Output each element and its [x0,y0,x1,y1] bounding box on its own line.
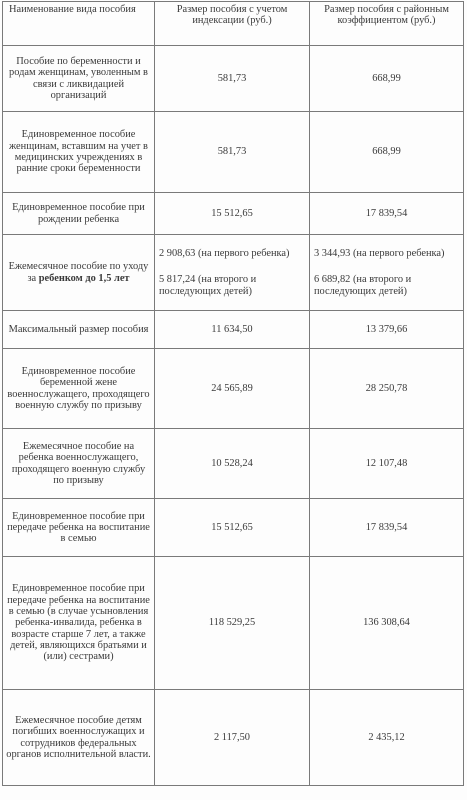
indexed-amount-cell [155,235,310,311]
header-indexed-amount: Размер пособия с учетом индексации (руб.) [155,2,310,46]
indexed-second-child: 5 817,24 (на второго и последующих детей) [159,274,257,297]
benefit-name-cell: Единовременное пособие женщинам, вставшим на учет в медицинских учреждениях в ранние сроки беременности [3,112,155,193]
header-regional-amount: Размер пособия с районным коэффициентом (руб.) [310,2,464,46]
indexed-amount-cell: 581,73 [155,112,310,193]
benefit-name-cell: Единовременное пособие при рождении ребенка [3,193,155,235]
table-row [3,193,464,235]
indexed-amount-cell: 24 565,89 [155,349,310,429]
regional-amount-cell: 668,99 [310,112,464,193]
regional-amount-cell: 13 379,66 [310,311,464,349]
indexed-amount-cell: 15 512,65 [155,193,310,235]
benefit-name-cell [3,235,155,311]
indexed-amount-cell: 11 634,50 [155,311,310,349]
table-row [3,429,464,499]
table-row [3,235,464,311]
indexed-amount-cell: 2 117,50 [155,690,310,786]
indexed-amount-cell: 581,73 [155,46,310,112]
benefit-name-cell: Ежемесячное пособие детям погибших военнослужащих и сотрудников федеральных органов исполнительной власти. [3,690,155,786]
table-row [3,499,464,557]
regional-amount-cell: 136 308,64 [310,557,464,690]
benefit-name-cell: Единовременное пособие при передаче ребенка на воспитание в семью [3,499,155,557]
regional-amount-cell: 17 839,54 [310,193,464,235]
table-row [3,690,464,786]
regional-amount-cell: 668,99 [310,46,464,112]
regional-amount-cell: 28 250,78 [310,349,464,429]
table-row [3,557,464,690]
regional-amount-cell: 12 107,48 [310,429,464,499]
table-row [3,311,464,349]
indexed-first-child: 2 908,63 (на первого ребенка) [159,248,290,260]
regional-amount-cell: 2 435,12 [310,690,464,786]
indexed-amount-cell: 15 512,65 [155,499,310,557]
table-row [3,349,464,429]
indexed-amount-cell: 118 529,25 [155,557,310,690]
benefit-name-emphasis: ребенком до 1,5 лет [38,272,130,284]
benefits-table [2,1,464,786]
regional-amount-cell: 17 839,54 [310,499,464,557]
benefit-name-cell: Единовременное пособие при передаче ребенка на воспитание в семью (в случае усыновления ребенка-инвалида, ребенка в возрасте старше 7 лет, а также детей, являющихся братьями и (или) сестрами) [3,557,155,690]
table-row [3,46,464,112]
regional-second-child: 6 689,82 (на второго и последующих детей) [314,274,412,297]
table-header-row [3,2,464,46]
benefit-name-cell: Максимальный размер пособия [3,311,155,349]
benefit-name-cell: Единовременное пособие беременной жене военнослужащего, проходящего военную службу по призыву [3,349,155,429]
regional-amount-cell [310,235,464,311]
regional-first-child: 3 344,93 (на первого ребенка) [314,248,445,260]
benefit-name-text: Ежемесячное пособие по уходу за [8,261,149,284]
table-row [3,112,464,193]
benefit-name-cell: Ежемесячное пособие на ребенка военнослужащего, проходящего военную службу по призыву [3,429,155,499]
header-benefit-name: Наименование вида пособия [3,2,155,46]
benefit-name-cell: Пособие по беременности и родам женщинам, уволенным в связи с ликвидацией организаций [3,46,155,112]
indexed-amount-cell: 10 528,24 [155,429,310,499]
